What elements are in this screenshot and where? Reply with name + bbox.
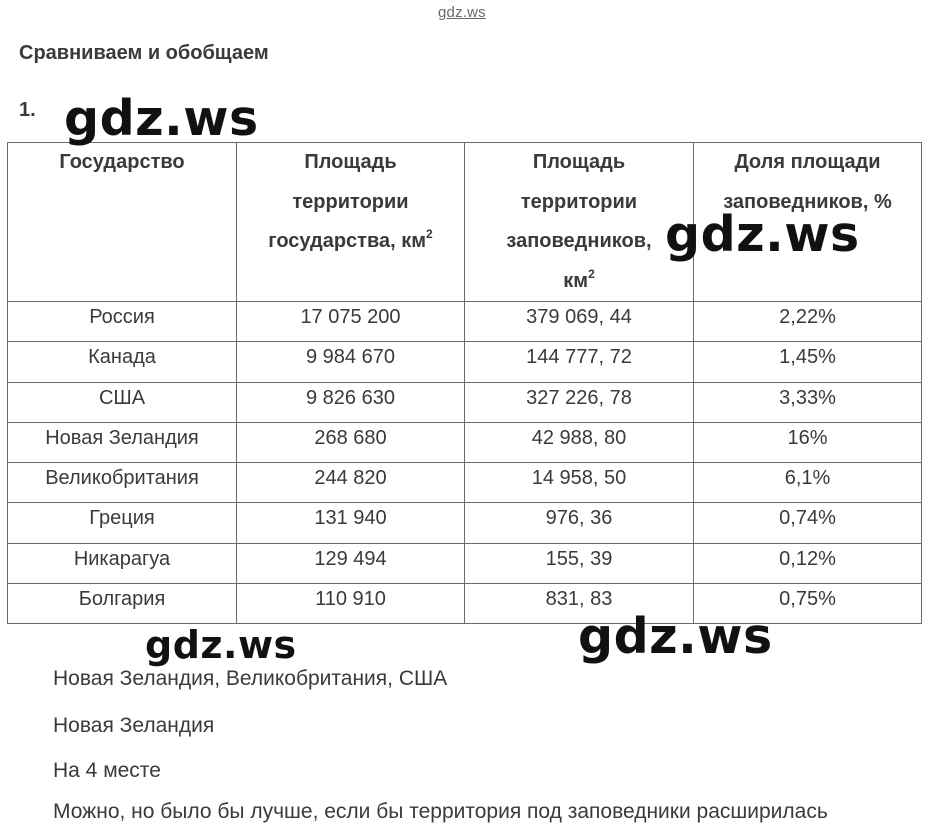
- cell-reserve-area: 42 988, 80: [465, 422, 694, 462]
- cell-reserve-share: 16%: [694, 422, 922, 462]
- cell-country: Великобритания: [8, 463, 237, 503]
- site-link[interactable]: gdz.ws: [438, 4, 486, 21]
- header-line: Доля площади: [734, 151, 881, 173]
- cell-reserve-area: 831, 83: [465, 584, 694, 624]
- watermark: gdz.ws: [665, 206, 860, 263]
- answer-text: Новая Зеландия: [53, 714, 215, 737]
- watermark: gdz.ws: [578, 608, 773, 665]
- cell-country: Россия: [8, 302, 237, 342]
- header-line: территории: [292, 190, 409, 213]
- cell-country: Новая Зеландия: [8, 422, 237, 462]
- cell-reserve-area: 327 226, 78: [465, 382, 694, 422]
- cell-country: США: [8, 382, 237, 422]
- cell-reserve-area: 14 958, 50: [465, 463, 694, 503]
- header-line: Площадь: [304, 151, 397, 173]
- header-line: Площадь: [532, 151, 626, 173]
- header-reserve-area: [465, 143, 694, 302]
- cell-reserve-share: 2,22%: [694, 302, 922, 342]
- watermark: gdz.ws: [145, 623, 297, 667]
- cell-country-area: 131 940: [237, 503, 465, 543]
- cell-country-area: 268 680: [237, 422, 465, 462]
- header-line: Государство: [59, 151, 185, 173]
- header-line-with-unit: [465, 262, 693, 302]
- cell-country: Никарагуа: [8, 543, 237, 583]
- table-row: [8, 584, 922, 624]
- table-row: [8, 422, 922, 462]
- table-row: [8, 543, 922, 583]
- cell-reserve-area: 976, 36: [465, 503, 694, 543]
- cell-country-area: 17 075 200: [237, 302, 465, 342]
- table-row: [8, 463, 922, 503]
- cell-country-area: 9 826 630: [237, 382, 465, 422]
- cell-reserve-share: 0,12%: [694, 543, 922, 583]
- answer-text: Можно, но было бы лучше, если бы территория под заповедники расширилась: [53, 800, 828, 823]
- cell-reserve-share: 6,1%: [694, 463, 922, 503]
- header-text: государства, км: [268, 230, 427, 252]
- header-line-with-unit: [237, 222, 464, 262]
- table-row: [8, 302, 922, 342]
- cell-reserve-area: 155, 39: [465, 543, 694, 583]
- cell-reserve-area: 379 069, 44: [465, 302, 694, 342]
- table-row: [8, 382, 922, 422]
- cell-reserve-area: 144 777, 72: [465, 342, 694, 382]
- section-title: Сравниваем и обобщаем: [19, 42, 269, 64]
- cell-country: Болгария: [8, 584, 237, 624]
- superscript: 2: [426, 227, 433, 241]
- answer-text: На 4 месте: [53, 759, 161, 782]
- cell-country-area: 129 494: [237, 543, 465, 583]
- cell-country: Канада: [8, 342, 237, 382]
- cell-country: Греция: [8, 503, 237, 543]
- header-line: заповедников,: [506, 230, 652, 252]
- superscript: 2: [588, 266, 595, 281]
- cell-reserve-share: 0,74%: [694, 503, 922, 543]
- table-row: [8, 503, 922, 543]
- header-line: территории: [520, 190, 638, 213]
- cell-reserve-share: 1,45%: [694, 342, 922, 382]
- header-country: [8, 143, 237, 302]
- cell-country-area: 9 984 670: [237, 342, 465, 382]
- watermark: gdz.ws: [64, 90, 259, 147]
- cell-reserve-share: 3,33%: [694, 382, 922, 422]
- header-country-area: [237, 143, 465, 302]
- cell-country-area: 244 820: [237, 463, 465, 503]
- item-number: 1.: [19, 99, 36, 121]
- header-line: заповедников, %: [723, 190, 892, 213]
- header-text: км: [563, 269, 589, 292]
- cell-reserve-share: 0,75%: [694, 584, 922, 624]
- cell-country-area: 110 910: [237, 584, 465, 624]
- answer-text: Новая Зеландия, Великобритания, США: [53, 667, 448, 690]
- table-row: [8, 342, 922, 382]
